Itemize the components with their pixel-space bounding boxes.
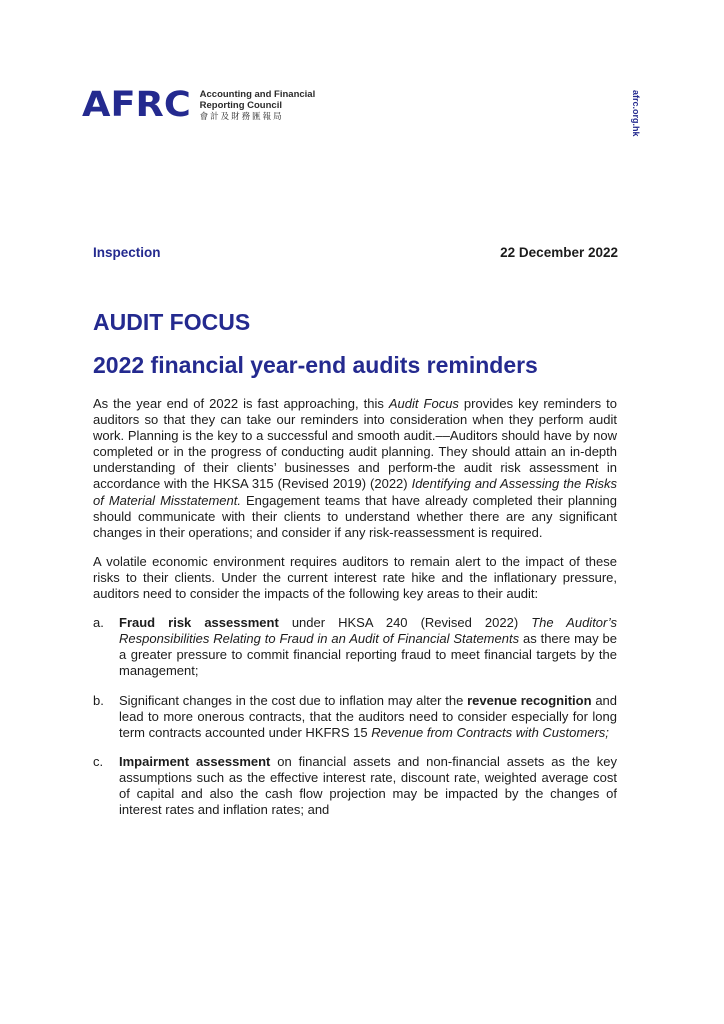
text-run: and lead to more onerous contracts, that the auditors need to consider especially for long term contracts accounted under HKFRS 15 [119,692,618,740]
list-content [119,615,617,679]
meta-row [93,245,618,260]
publication-date: 22 December 2022 [500,245,618,260]
list-item [93,754,617,818]
text-run: As the year end of 2022 is fast approaching, this [93,396,389,411]
text-run: Significant changes in the cost due to inflation may alter the [119,692,468,708]
afrc-logo [82,85,316,125]
list-content [119,754,617,818]
text-run: Engagement teams that have already completed their planning should communicate with their clients to understand whether there are any significant changes in their operations; and consider if any risk-reassessment is required. [93,492,617,540]
logo-text [200,89,316,122]
text-run: under HKSA 240 (Revised 2022) [278,615,532,631]
logo-line-2: Reporting Council [199,100,282,111]
bold-run: Impairment assessment [119,753,271,769]
list-content [119,693,617,741]
list-item [93,693,617,741]
italic-run: Identifying and Assessing the Risks of Material Misstatement. [93,476,618,508]
document-body [93,396,617,831]
paragraph-intro [93,396,617,541]
key-areas-list [93,615,617,818]
list-marker: a. [93,615,104,631]
italic-run: The Auditor’s Responsibilities Relating to Fraud in an Audit of Financial Statements [119,615,618,647]
list-item [93,615,617,679]
page-title: AUDIT FOCUS [93,309,251,335]
bold-run: revenue recognition [467,692,592,708]
list-marker: c. [93,753,104,769]
page-subtitle: 2022 financial year-end audits reminders [93,352,538,378]
logo-mark: AFRC [82,85,191,125]
text-run: on financial assets and non-financial assets as the key assumptions such as the effective interest rate, discount rate, weighted average cost of capital and also the cash flow projection may be impacted by the changes of interest rates and inflation rates; and [119,753,617,818]
bold-run: Fraud risk assessment [119,615,279,631]
section-label: Inspection [93,245,161,260]
text-run: provides key reminders to auditors so that they can take our reminders into consideration when they perform audit work. Planning is the key to a successful and smooth audit.––Auditors should have by now completed or in the progress of conducting audit planning. They should attain an in-depth understanding of their clients’ businesses and perform-the audit risk assessment in accordance with the HKSA 315 (Revised 2019) (2022) [93,396,617,492]
paragraph-economic-environment: A volatile economic environment requires auditors to remain alert to the impact of these risks to their clients. Under the current interest rate hike and the inflationary pressure, auditors need to consider the impacts of the following key areas to their audit: [93,553,617,602]
text-run: as there may be a greater pressure to commit financial reporting fraud to meet financial targets by the management; [119,631,617,679]
list-marker: b. [93,692,104,708]
italic-run: Audit Focus [388,396,459,411]
logo-line-chinese: 會計及財務匯報局 [199,111,284,121]
italic-run: Revenue from Contracts with Customers; [371,724,609,740]
website-url[interactable]: afrc.org.hk [631,90,641,137]
logo-line-1: Accounting and Financial [199,89,316,100]
